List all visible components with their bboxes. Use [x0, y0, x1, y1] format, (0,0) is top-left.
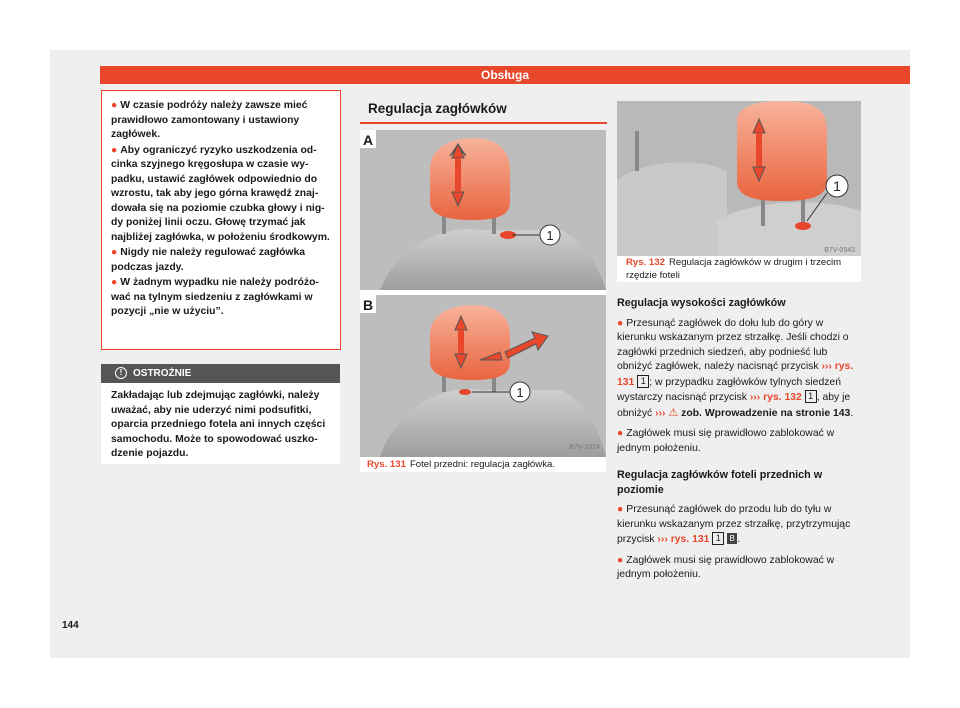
section-header: Obsługa: [100, 66, 910, 84]
panel-a-label: A: [363, 132, 374, 148]
page-number: 144: [62, 620, 79, 631]
figure-link[interactable]: ››› rys. 132: [749, 392, 802, 403]
paragraph: ● Zagłówek musi się prawidłowo zablokować w jednym położeniu.: [617, 554, 835, 580]
section-title: Regulacja zagłówków: [368, 101, 507, 116]
paragraph: ● Zagłówek musi się prawidłowo zablokować w jednym położeniu.: [617, 428, 835, 454]
svg-text:1: 1: [516, 385, 524, 400]
warning-bullet: ● Nigdy nie należy regulować zagłówka podczas jazdy.: [111, 247, 306, 273]
figure-caption: Rys. 132 Regulacja zagłówków w drugim i trzecim rzędzie foteli: [626, 257, 842, 281]
warning-bullet: ● W żadnym wypadku nie należy podróżować na tylnym siedzeniu z zagłówkami w pozycji „nie w użyciu”.: [111, 277, 319, 317]
figure-131: [360, 130, 606, 472]
info-circle-icon: !: [115, 367, 127, 379]
right-text: [617, 296, 865, 583]
figure-code: B7V-0943: [824, 247, 855, 254]
warning-bullet: ● W czasie podróży należy zawsze mieć prawidłowo zamontowany i ustawiony zagłówek.: [111, 100, 308, 140]
caution-header: ! OSTROŻNIE: [101, 364, 340, 383]
warning-box: [101, 90, 341, 350]
caution-box: [101, 364, 340, 464]
warning-link[interactable]: ›››: [655, 407, 666, 419]
headrest-shape: [430, 138, 510, 220]
paragraph: ● Przesunąć zagłówek do dołu lub do góry w kierunku wskazanym przez strzałkę. Jeśli chodzi o zagłówki przednich siedzeń, aby podnieść lub obniżyć zagłówek, należy nacisnąć przycisk ››› rys. 131 1 ; w przypadku zagłówków tylnych siedzeń wystarczy nacisnąć przycisk ››› rys. 132 1 , aby je obniżyć ››› ⚠ zob. Wprowadzenie na stronie 143.: [617, 317, 854, 419]
heading-horizontal: Regulacja zagłówków foteli przednich w poziomie: [617, 469, 823, 496]
intro-reference: zob. Wprowadzenie na stronie 143: [681, 407, 851, 419]
figure-caption: Rys. 131 Fotel przedni: regulacja zagłówka.: [367, 459, 555, 470]
warning-triangle-icon: ⚠: [668, 406, 679, 419]
figure-link[interactable]: ››› rys. 131: [657, 534, 710, 545]
svg-text:1: 1: [833, 178, 841, 194]
warning-bullet: ● Aby ograniczyć ryzyko uszkodzenia odcinka szyjnego kręgosłupa w czasie wypadku, ustawić zagłówek odpowiednio do wzrostu, tak aby jego górna krawędź znajdowała się na poziomie czubka głowy i nigdy poniżej linii oczu. Głowę trzymać jak najbliżej zagłówka, w położeniu środkowym.: [111, 144, 330, 243]
figure-code: B7V-1024: [569, 444, 600, 451]
heading-height: Regulacja wysokości zagłówków: [617, 297, 786, 309]
caution-text: Zakładając lub zdejmując zagłówki, należy uważać, aby nie uderzyć nimi podsufitki, oparcia przedniego fotela ani innych części samochodu. Może to spowodować uszkodzenie pojazdu.: [111, 390, 326, 459]
paragraph: ● Przesunąć zagłówek do przodu lub do tyłu w kierunku wskazanym przez strzałkę, przytrzymując przycisk ››› rys. 131 1 B .: [617, 504, 851, 545]
svg-text:1: 1: [546, 228, 554, 243]
panel-b-label: B: [363, 297, 374, 313]
section-title-underline: [360, 122, 607, 124]
figure-link[interactable]: ››› rys. 131: [617, 361, 854, 388]
figure-132: [617, 101, 861, 282]
